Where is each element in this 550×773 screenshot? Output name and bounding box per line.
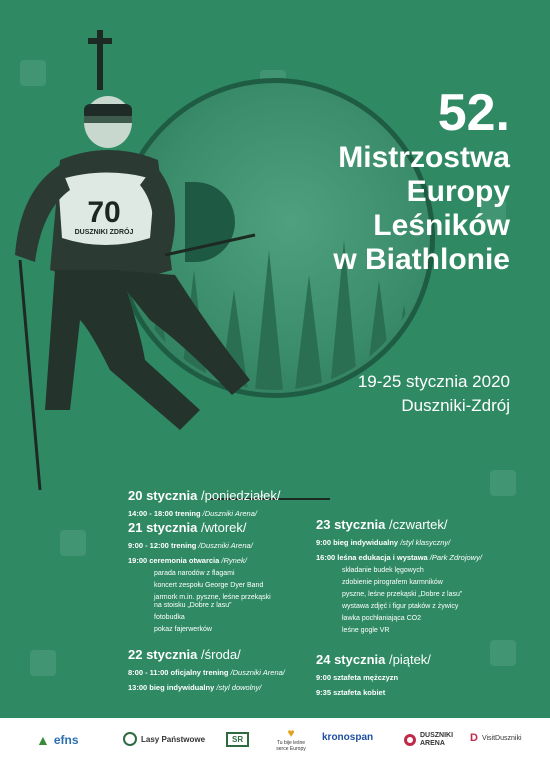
- edition-number: 52.: [437, 84, 510, 142]
- event-time: 9:00 sztafeta mężczyzn: [316, 673, 399, 682]
- event-place-note: /Rynek/: [221, 556, 247, 565]
- event-title: [333, 85, 510, 277]
- event-place-note: /styl klasyczny/: [400, 538, 451, 547]
- day-date: 22 stycznia: [128, 647, 198, 662]
- day-date: 21 stycznia: [128, 520, 198, 535]
- event-place-note: /Duszniki Arena/: [198, 541, 253, 550]
- bg-decoration: [490, 640, 516, 666]
- sr-logo: SR: [226, 732, 249, 747]
- event-time: 9:00 bieg indywidualny: [316, 538, 399, 547]
- bg-decoration: [30, 650, 56, 676]
- title-line: Europy: [406, 175, 510, 208]
- event-time: 14:00 - 18:00 trening: [128, 509, 201, 518]
- bib-text: DUSZNIKI ZDRÓJ: [74, 229, 134, 236]
- efns-logo: ▲ efns: [36, 732, 79, 748]
- day-date: 23 stycznia: [316, 517, 386, 532]
- biathlete-illustration: [0, 30, 330, 500]
- event-place-note: /Duszniki Arena/: [202, 509, 257, 518]
- day-weekday: /wtorek/: [201, 520, 247, 535]
- event-sub-item: ławka pochłaniająca CO2: [342, 615, 421, 622]
- event-place-note: /styl dowolny/: [216, 683, 262, 692]
- event-sub-item: składanie budek lęgowych: [342, 567, 424, 574]
- day-weekday: /poniedziałek/: [201, 488, 281, 503]
- schedule-day-23: [316, 517, 482, 634]
- event-sub-item: zdobienie pirografem karmników: [342, 579, 443, 586]
- event-sub-item: pyszne, leśne przekąski „Dobre z lasu”: [342, 591, 463, 598]
- schedule-day-22: [128, 647, 285, 692]
- kronospan-logo: kronospan: [322, 732, 374, 743]
- bg-decoration: [490, 470, 516, 496]
- event-time: 9:35 sztafeta kobiet: [316, 688, 386, 697]
- visit-duszniki-logo: D VisitDuszniki: [470, 732, 522, 744]
- event-sub-item: na stoisku „Dobre z lasu”: [154, 602, 232, 609]
- event-place-note: /Park Zdrojowy/: [429, 553, 482, 562]
- event-time: 19:00 ceremonia otwarcia: [128, 556, 220, 565]
- day-date: 20 stycznia: [128, 488, 198, 503]
- day-date: 24 stycznia: [316, 652, 386, 667]
- lesne-serce-logo: ♥ Tu bije leśne serce Europy: [276, 726, 306, 752]
- title-line: w Biathlonie: [333, 243, 510, 276]
- schedule-day-20: [128, 488, 281, 518]
- event-sub-item: koncert zespołu George Dyer Band: [154, 582, 264, 589]
- duszniki-arena-logo: DUSZNIKI ARENA: [404, 732, 460, 748]
- event-place-note: /Duszniki Arena/: [230, 668, 285, 677]
- lasy-panstwowe-logo: Lasy Państwowe: [123, 732, 205, 746]
- event-sub-item: jarmork m.in. pyszne, leśne przekąski: [154, 594, 271, 601]
- schedule-day-21: [128, 520, 271, 633]
- bib-number: 70: [87, 196, 121, 229]
- event-sub-item: wystawa zdjęć i figur ptaków z żywicy: [342, 603, 459, 610]
- date-range: 19-25 stycznia 2020: [357, 372, 510, 391]
- event-sub-item: fotobudka: [154, 614, 185, 621]
- day-weekday: /piątek/: [389, 652, 431, 667]
- title-line: Leśników: [373, 209, 510, 242]
- event-time: 13:00 bieg indywidualny: [128, 683, 215, 692]
- day-weekday: /środa/: [201, 647, 241, 662]
- bg-decoration: [60, 530, 86, 556]
- schedule-day-24: [316, 652, 431, 697]
- day-weekday: /czwartek/: [389, 517, 448, 532]
- event-place: Duszniki-Zdrój: [401, 396, 510, 415]
- event-sub-item: parada narodów z flagami: [154, 570, 235, 577]
- event-time: 16:00 leśna edukacja i wystawa: [316, 553, 428, 562]
- event-sub-item: pokaz fajerwerków: [154, 626, 212, 633]
- title-line: Mistrzostwa: [338, 141, 510, 174]
- event-sub-item: leśne gogle VR: [342, 627, 390, 634]
- event-time: 9:00 - 12:00 trening: [128, 541, 197, 550]
- event-dates: [358, 370, 510, 418]
- sponsor-footer: [0, 718, 550, 773]
- event-time: 8:00 - 11:00 oficjalny trening: [128, 668, 229, 677]
